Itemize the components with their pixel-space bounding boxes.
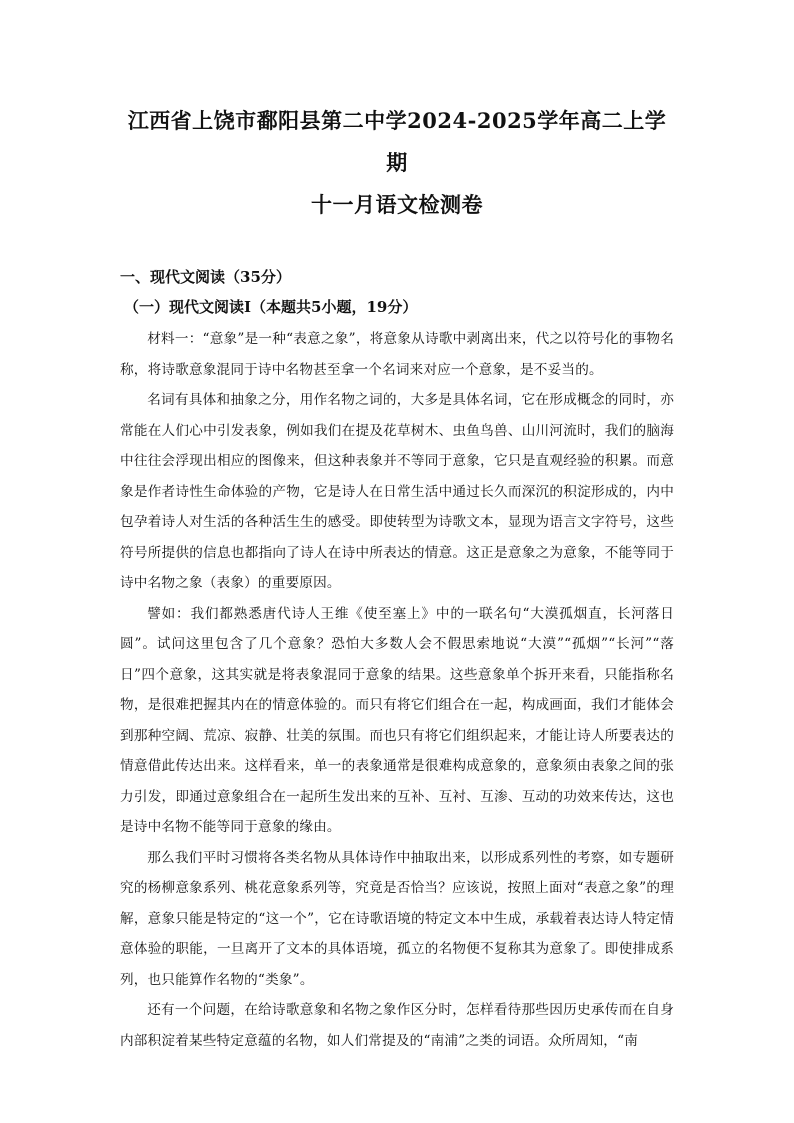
section-heading-modern-reading: 一、现代文阅读（35分） xyxy=(120,268,291,286)
document-title-line-1: 江西省上饶市鄱阳县第二中学2024-2025学年高二上学期 xyxy=(127,108,667,175)
paragraph-image-series: 那么我们平时习惯将各类名物从具体诗作中抽取出来，以形成系列性的考察，如专题研究的杨柳意象系列、桃花意象系列等，究竟是否恰当？应该说，按照上面对“表意之象”的理解，意象只能是特定的“这一个”，它在诗歌语境的特定文本中生成，承载着表达诗人特定情意体验的职能，一旦离开了文本的具体语境，孤立的名物便不复称其为意象了。即使排成系列，也只能算作名物的“类象”。 xyxy=(120,849,674,988)
paragraph-historical-names: 还有一个问题，在给诗歌意象和名物之象作区分时，怎样看待那些因历史承传而在自身内部积淀着某些特定意蕴的名物，如人们常提及的“南浦”之类的词语。众所周知，“南 xyxy=(120,1002,674,1049)
paragraph-wang-wei-example: 譬如：我们都熟悉唐代诗人王维《使至塞上》中的一联名句“大漠孤烟直，长河落日圆”。试问这里包含了几个意象？恐怕大多数人会不假思索地说“大漠”“孤烟”“长河”“落日”四个意象，这其实就是将表象混同于意象的结果。这些意象单个拆开来看，只能指称名物，是很难把握其内在的情意体验的。而只有将它们组合在一起，构成画面，我们才能体会到那种空阔、荒凉、寂静、壮美的氛围。而也只有将它们组织起来，才能让诗人所要表达的情意借此传达出来。这样看来，单一的表象通常是很难构成意象的，意象须由表象之间的张力引发，即通过意象组合在一起所生发出来的互补、互衬、互渗、互动的功效来传达，这也是诗中名物不能等同于意象的缘由。 xyxy=(120,605,674,835)
subsection-heading-reading-1: （一）现代文阅读Ⅰ（本题共5小题，19分） xyxy=(124,298,418,316)
paragraph-nouns-and-representation: 名词有具体和抽象之分，用作名物之词的，大多是具体名词，它在形成概念的同时，亦常能在人们心中引发表象，例如我们在提及花草树木、虫鱼鸟兽、山川河流时，我们的脑海中往往会浮现出相应的图像来，但这种表象并不等同于意象，它只是直观经验的积累。而意象是作者诗性生命体验的产物，它是诗人在日常生活中通过长久而深沉的积淀形成的，内中包孕着诗人对生活的各种活生生的感受。即使转型为诗歌文本，显现为语言文字符号，这些符号所提供的信息也都指向了诗人在诗中所表达的情意。这正是意象之为意象，不能等同于诗中名物之象（表象）的重要原因。 xyxy=(120,392,674,591)
paragraph-material-1: 材料一：“意象”是一种“表意之象”，将意象从诗歌中剥离出来，代之以符号化的事物名称，将诗歌意象混同于诗中名物甚至拿一个名词来对应一个意象，是不妥当的。 xyxy=(120,331,674,378)
document-title-line-2: 十一月语文检测卷 xyxy=(311,192,483,217)
